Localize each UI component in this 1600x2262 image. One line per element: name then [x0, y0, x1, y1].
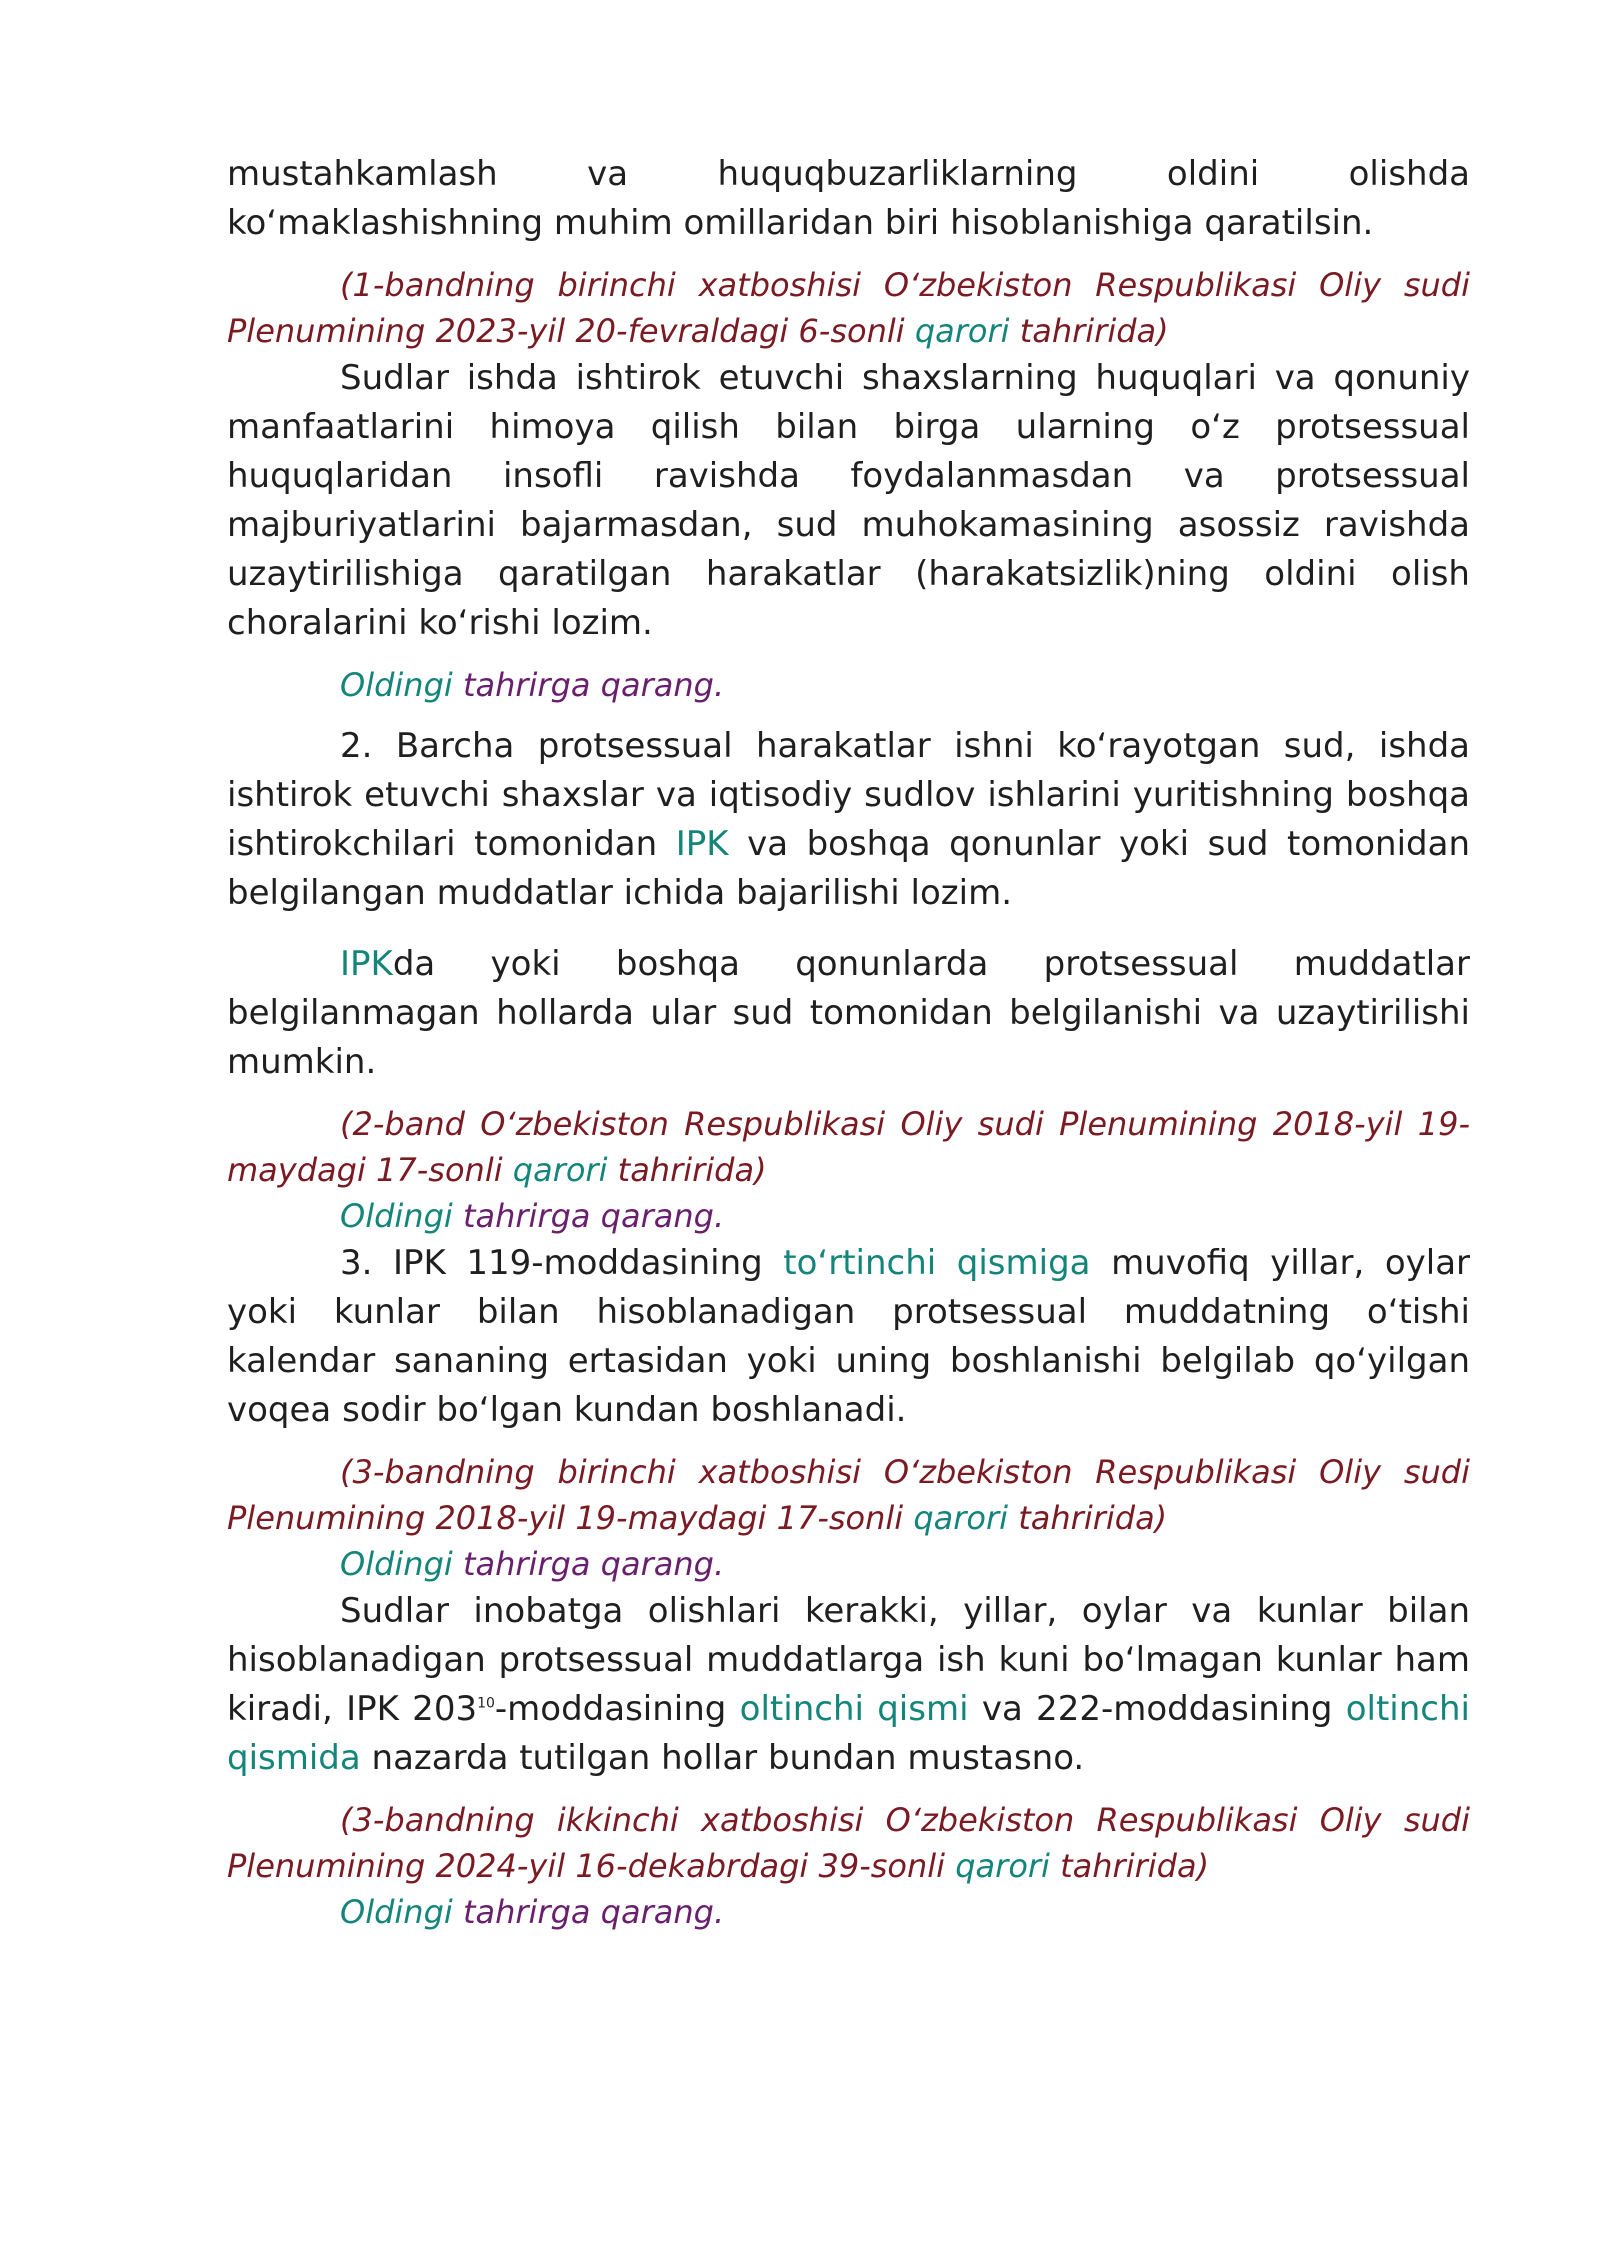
oldingi-word[interactable]: Oldingi	[340, 1545, 453, 1583]
previous-edition-link-1[interactable]	[227, 662, 1470, 708]
paragraph-courts-duties	[227, 354, 1470, 648]
note-text: tahririda)	[1049, 1847, 1210, 1885]
document-page	[227, 150, 1470, 1935]
note-text: (3-bandning ikkinchi xatboshisi O‘zbekiston Respublikasi Oliy sudi Plenumining 2024-yil 16-dekabrdagi 39-sonli	[227, 1801, 1470, 1885]
note-text: tahririda)	[607, 1151, 767, 1189]
tahrirga-text[interactable]: tahrirga qarang.	[452, 1197, 725, 1235]
paragraph-text: Sudlar inobatga olishlari kerakki, yillar, oylar va kunlar bilan hisoblanadigan protsessual muddatlarga ish kuni bo‘lmagan kunlar ham kiradi, IPK 203	[227, 1591, 1470, 1729]
oldingi-word[interactable]: Oldingi	[340, 666, 453, 704]
qarori-link[interactable]: qarori	[512, 1151, 608, 1189]
previous-edition-link-3[interactable]	[227, 1541, 1470, 1587]
oldingi-word[interactable]: Oldingi	[340, 1893, 453, 1931]
paragraph-text: da yoki boshqa qonunlarda protsessual muddatlar belgilanmagan hollarda ular sud tomonidan belgilanishi va uzaytirilishi mumkin.	[227, 944, 1470, 1082]
oldingi-word[interactable]: Oldingi	[340, 1197, 453, 1235]
edition-note-2	[227, 1101, 1470, 1193]
note-text: (1-bandning birinchi xatboshisi O‘zbekiston Respublikasi Oliy sudi Plenumining 2023-yil 20-fevraldagi 6-sonli	[227, 266, 1470, 350]
paragraph-3	[227, 1239, 1470, 1435]
tahrirga-text[interactable]: tahrirga qarang.	[452, 1545, 725, 1583]
tahrirga-text[interactable]: tahrirga qarang.	[452, 666, 725, 704]
oltinchi-qismida-link[interactable]: oltinchi qismida	[227, 1689, 1470, 1778]
paragraph-text: nazarda tutilgan hollar bundan mustasno.	[360, 1738, 1085, 1778]
superscript: 10	[477, 1695, 495, 1712]
paragraph-text: va boshqa qonunlar yoki sud tomonidan belgilangan muddatlar ichida bajarilishi lozim.	[227, 824, 1470, 913]
previous-edition-link-2[interactable]	[227, 1193, 1470, 1239]
paragraph-2	[227, 722, 1470, 918]
paragraph-text: Sudlar ishda ishtirok etuvchi shaxslarning huquqlari va qonuniy manfaatlarini himoya qilish bilan birga ularning o‘z protsessual huquqlaridan insofli ravishda foydalanmasdan va protsessual majburiyatlarini bajarmasdan, sud muhokamasining asossiz ravishda uzaytirilishiga qaratilgan harakatlar (harakatsizlik)ning oldini olish choralarini ko‘rishi lozim.	[227, 358, 1470, 643]
ipk-link[interactable]: IPK	[675, 824, 729, 864]
edition-note-3	[227, 1449, 1470, 1541]
paragraph-text: va 222-moddasining	[968, 1689, 1346, 1729]
edition-note-4	[227, 1797, 1470, 1889]
previous-edition-link-4[interactable]	[227, 1889, 1470, 1935]
tortinchi-qismiga-link[interactable]: to‘rtinchi qismiga	[783, 1243, 1091, 1283]
qarori-link[interactable]: qarori	[914, 312, 1010, 350]
paragraph-text: muvofiq yillar, oylar yoki kunlar bilan hisoblanadigan protsessual muddatning o‘tishi kalendar sananing ertasidan yoki uning boshlanishi belgilab qo‘yilgan voqea sodir bo‘lgan kundan boshlanadi.	[227, 1243, 1471, 1430]
paragraph-text: 2. Barcha protsessual harakatlar ishni ko‘rayotgan sud, ishda ishtirok etuvchi shaxslar va iqtisodiy sudlov ishlarini yuritishning boshqa ishtirokchilari tomonidan	[227, 726, 1470, 864]
note-text: (3-bandning birinchi xatboshisi O‘zbekiston Respublikasi Oliy sudi Plenumining 2018-yil 19-maydagi 17-sonli	[227, 1453, 1470, 1537]
note-text: tahririda)	[1008, 1499, 1168, 1537]
paragraph-text: 3. IPK 119-moddasining	[340, 1243, 784, 1283]
note-text: tahririda)	[1009, 312, 1169, 350]
paragraph-text: -moddasining	[494, 1689, 740, 1729]
qarori-link[interactable]: qarori	[913, 1499, 1009, 1537]
oltinchi-qismi-link[interactable]: oltinchi qismi	[739, 1689, 969, 1729]
tahrirga-text[interactable]: tahrirga qarang.	[452, 1893, 725, 1931]
paragraph-continuation	[227, 150, 1470, 248]
edition-note-1	[227, 262, 1470, 354]
paragraph-2-second	[227, 940, 1470, 1087]
paragraph-3-second	[227, 1587, 1470, 1783]
note-text: (2-band O‘zbekiston Respublikasi Oliy sudi Plenumining 2018-yil 19-maydagi 17-sonli	[227, 1105, 1470, 1189]
paragraph-text: mustahkamlash va huquqbuzarliklarning oldini olishda ko‘maklashishning muhim omillaridan biri hisoblanishiga qaratilsin.	[227, 154, 1470, 243]
ipk-link[interactable]: IPK	[340, 944, 393, 984]
qarori-link[interactable]: qarori	[955, 1847, 1050, 1885]
